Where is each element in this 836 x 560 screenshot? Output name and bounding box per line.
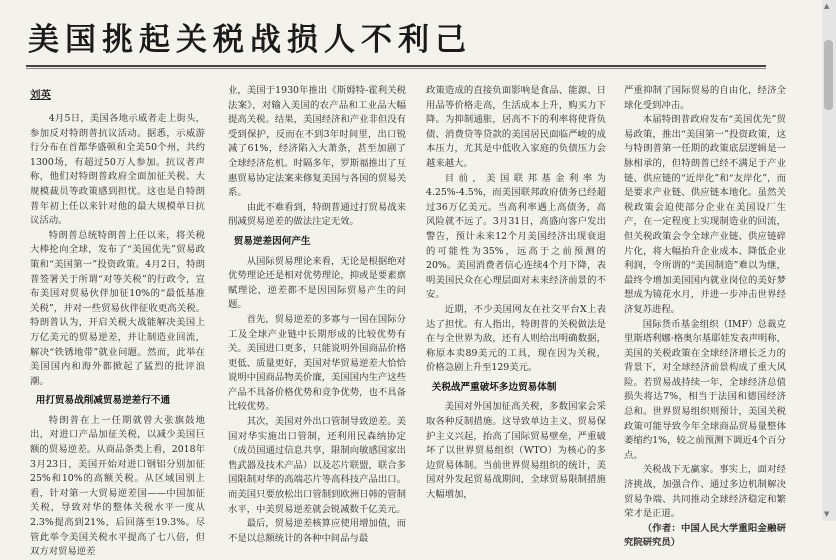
scrollbar-thumb[interactable] (824, 40, 833, 110)
paragraph: 业，美国于1930年推出《斯姆特-霍利关税法案》，对输入美国的农产品和工业品大幅提高关税。结果，美国经济和产业非但没有受到保护，反而在不到3年时间里，出口锐减了61%，经济陷入大萧条，甚至加剧了全球经济危机。时隔多年，罗斯福推出了互惠贸易协定法案来修复美国与各国的贸易关系。 (228, 85, 406, 199)
paragraph: 国际货币基金组织（IMF）总裁克里斯塔利娜·格奥尔基耶娃发表声明称，美国的关税政策在全球经济增长乏力的背景下，对全球经济前景构成了重大风险。若贸易战持续一年，全球经济总值损失将达7%，相当于法国和德国经济总和。世界贸易组织则预计，美国关税政策可能导致今年全球商品贸易量整体萎缩约1%，较之前预测下调近4个百分点。 (624, 318, 786, 461)
column-1 (30, 112, 205, 558)
title-rule (26, 65, 766, 67)
author-name: 刘英 (30, 89, 51, 101)
paragraph: 从国际贸易理论来看，无论是根据绝对优势理论还是相对优势理论，抑或是要素禀赋理论，逆差都不是因国际贸易产生的问题。 (228, 255, 406, 311)
paragraph: 由此不难看到，特朗普通过打贸易战来削减贸易逆差的做法注定无效。 (228, 201, 406, 228)
scroll-down-icon[interactable]: ▼ (824, 510, 830, 518)
paragraph: 严重抑制了国际贸易的自由化，经济全球化受到冲击。 (624, 85, 786, 111)
section-heading: 用打贸易战削减贸易逆差行不通 (35, 395, 171, 407)
section-heading: 贸易逆差因何产生 (233, 235, 311, 247)
section-heading: 关税战严重破坏多边贸易体制 (431, 381, 557, 393)
paragraph: 首先，贸易逆差的多寡与一国在国际分工及全球产业链中长期形成的比较优势有关。美国进口更多，只能说明外国商品价格更低、质量更好，美国对华贸易逆差大恰恰说明中国商品物美价廉，美国国内生产这些产品不具备价格优势和竞争优势，也不具备比较优势。 (228, 313, 406, 413)
column-2 (228, 84, 406, 544)
paragraph: 近期，不少美国网友在社交平台X上表达了担忧。有人指出，特朗普的关税做法是在与全世界为敌，还有人则给出明确数据，称原本卖89美元的工具，现在因为关税，价格急剧上升至129美元。 (426, 303, 606, 374)
paragraph: 本届特朗普政府发布“美国优先”贸易政策，推出“美国第一”投资政策，这与特朗普第一任期的政策底层逻辑是一脉相承的，但特朗普已经不满足于产业链、供应链的“近岸化”和“友岸化”，而是要求产业链、供应链本地化。虽然关税政策会迫使部分企业在美国设厂生产，在一定程度上实现制造业的回流，但关税政策会令全球产业链、供应链碎片化，将大幅抬升企业成本、降低企业利润，令所谓的“美国制造”难以为继，最终令增加美国国内就业岗位的美好梦想成为镜花水月，并进一步冲击世界经济复苏进程。 (624, 114, 786, 315)
column-3 (426, 84, 606, 521)
paragraph: 政策造成的直接负面影响是食品、能源、日用品等价格走高，生活成本上升，购买力下降。为抑制通胀，居高不下的利率将使背负债、消费贷等贷款的美国居民面临严峻的成本压力，尤其是中低收入家庭的负债压力会越来越大。 (426, 85, 606, 169)
paragraph: 关税战下无赢家。事实上，面对经济挑战，加强合作、通过多边机制解决贸易争端、共同推动全球经济稳定和繁荣才是正道。 (624, 464, 786, 520)
article-title: 美国挑起关税战损人不利己 (28, 22, 472, 58)
paragraph: 其次，美国对外出口管制导致逆差。美国对华实施出口管制，还利用民森纳协定（成员国通过信息共享，限制向敏感国家出售武器及技术产品）以及芯片联盟，联合多国限制对华的高端芯片等高科技产品出口。而美国只要放松出口管制到欧洲日韩的管制水平，中美贸易逆差就会锐减数千亿美元。 (228, 416, 406, 515)
paragraph: 特朗普在上一任期就曾大张旗鼓地出，对进口产品加征关税，以减少美国巨额的贸易逆差。从商品条类上看，2018年3月23日，美国开始对进口钢铝分别加征25%和10%的高额关税。从区域国别上看，针对第一大贸易逆差国——中国加征关税，导致对华的整体关税水平一度从2.3%提高到21%，后回落至19.3%。尽管此举令美国关税水平提高了七八倍，但双方对贸易逆差 (30, 414, 205, 558)
paragraph: 美国对外国加征高关税，多数国家会采取各种反制措施。这导致单边主义、贸易保护主义兴起，抬高了国际贸易壁垒，严重破坏了以世界贸易组织（WTO）为核心的多边贸易体制。当前世界贸易组织的统计，美国对外发起贸易战期间，全球贸易限制措施大幅增加， (426, 401, 606, 501)
scroll-up-icon[interactable]: ▲ (824, 2, 830, 10)
author-signature: （作者：中国人民大学重阳金融研究院研究员） (624, 522, 786, 549)
paragraph: 特朗普总统特朗普上任以来，将关税大棒抡向全球，发布了“美国优先”贸易政策和“美国第一”投资政策。4月2日，特朗普签署关于所谓“对等关税”的行政令，宣布美国对贸易伙伴加征10%的“最低基准关税”，并对一些贸易伙伴征收更高关税。特朗普认为，开启关税大战能解决美国上万亿美元的贸易逆差，并让制造业回流，解决“铁锈地带”就业问题。然而，此举在美国国内和海外都掀起了猛烈的批评浪潮。 (30, 229, 205, 387)
paragraph: 4月5日，美国各地示威者走上街头，参加反对特朗普抗议活动。据悉，示威游行分布在首都华盛顿和全美50个州，共约1300场，有超过50万人参加。抗议者声称，他们对特朗普政府全面加征关税、大规模裁员等政策感到担忧。这也是自特朗普年初上任以来针对他的最大规模单日抗议活动。 (30, 113, 205, 227)
paragraph: 最后，贸易逆差核算应使用增加值，而不是以总额统计的各种中间品与最 (228, 518, 406, 544)
paragraph: 目前，美国联邦基金利率为4.25%-4.5%，而美国联邦政府债务已经超过36万亿美元。当高利率遇上高债务，高风险就不远了。3月31日，高盛向客户发出警告，预计未来12个月美国经济出现衰退的可能性为35%，远高于之前预测的20%。美国消费者信心连续4个月下降，表明美国民众在心理层面对未来经济前景的不安。 (426, 172, 606, 301)
column-4 (624, 84, 786, 549)
title-rule-thin (26, 68, 766, 69)
